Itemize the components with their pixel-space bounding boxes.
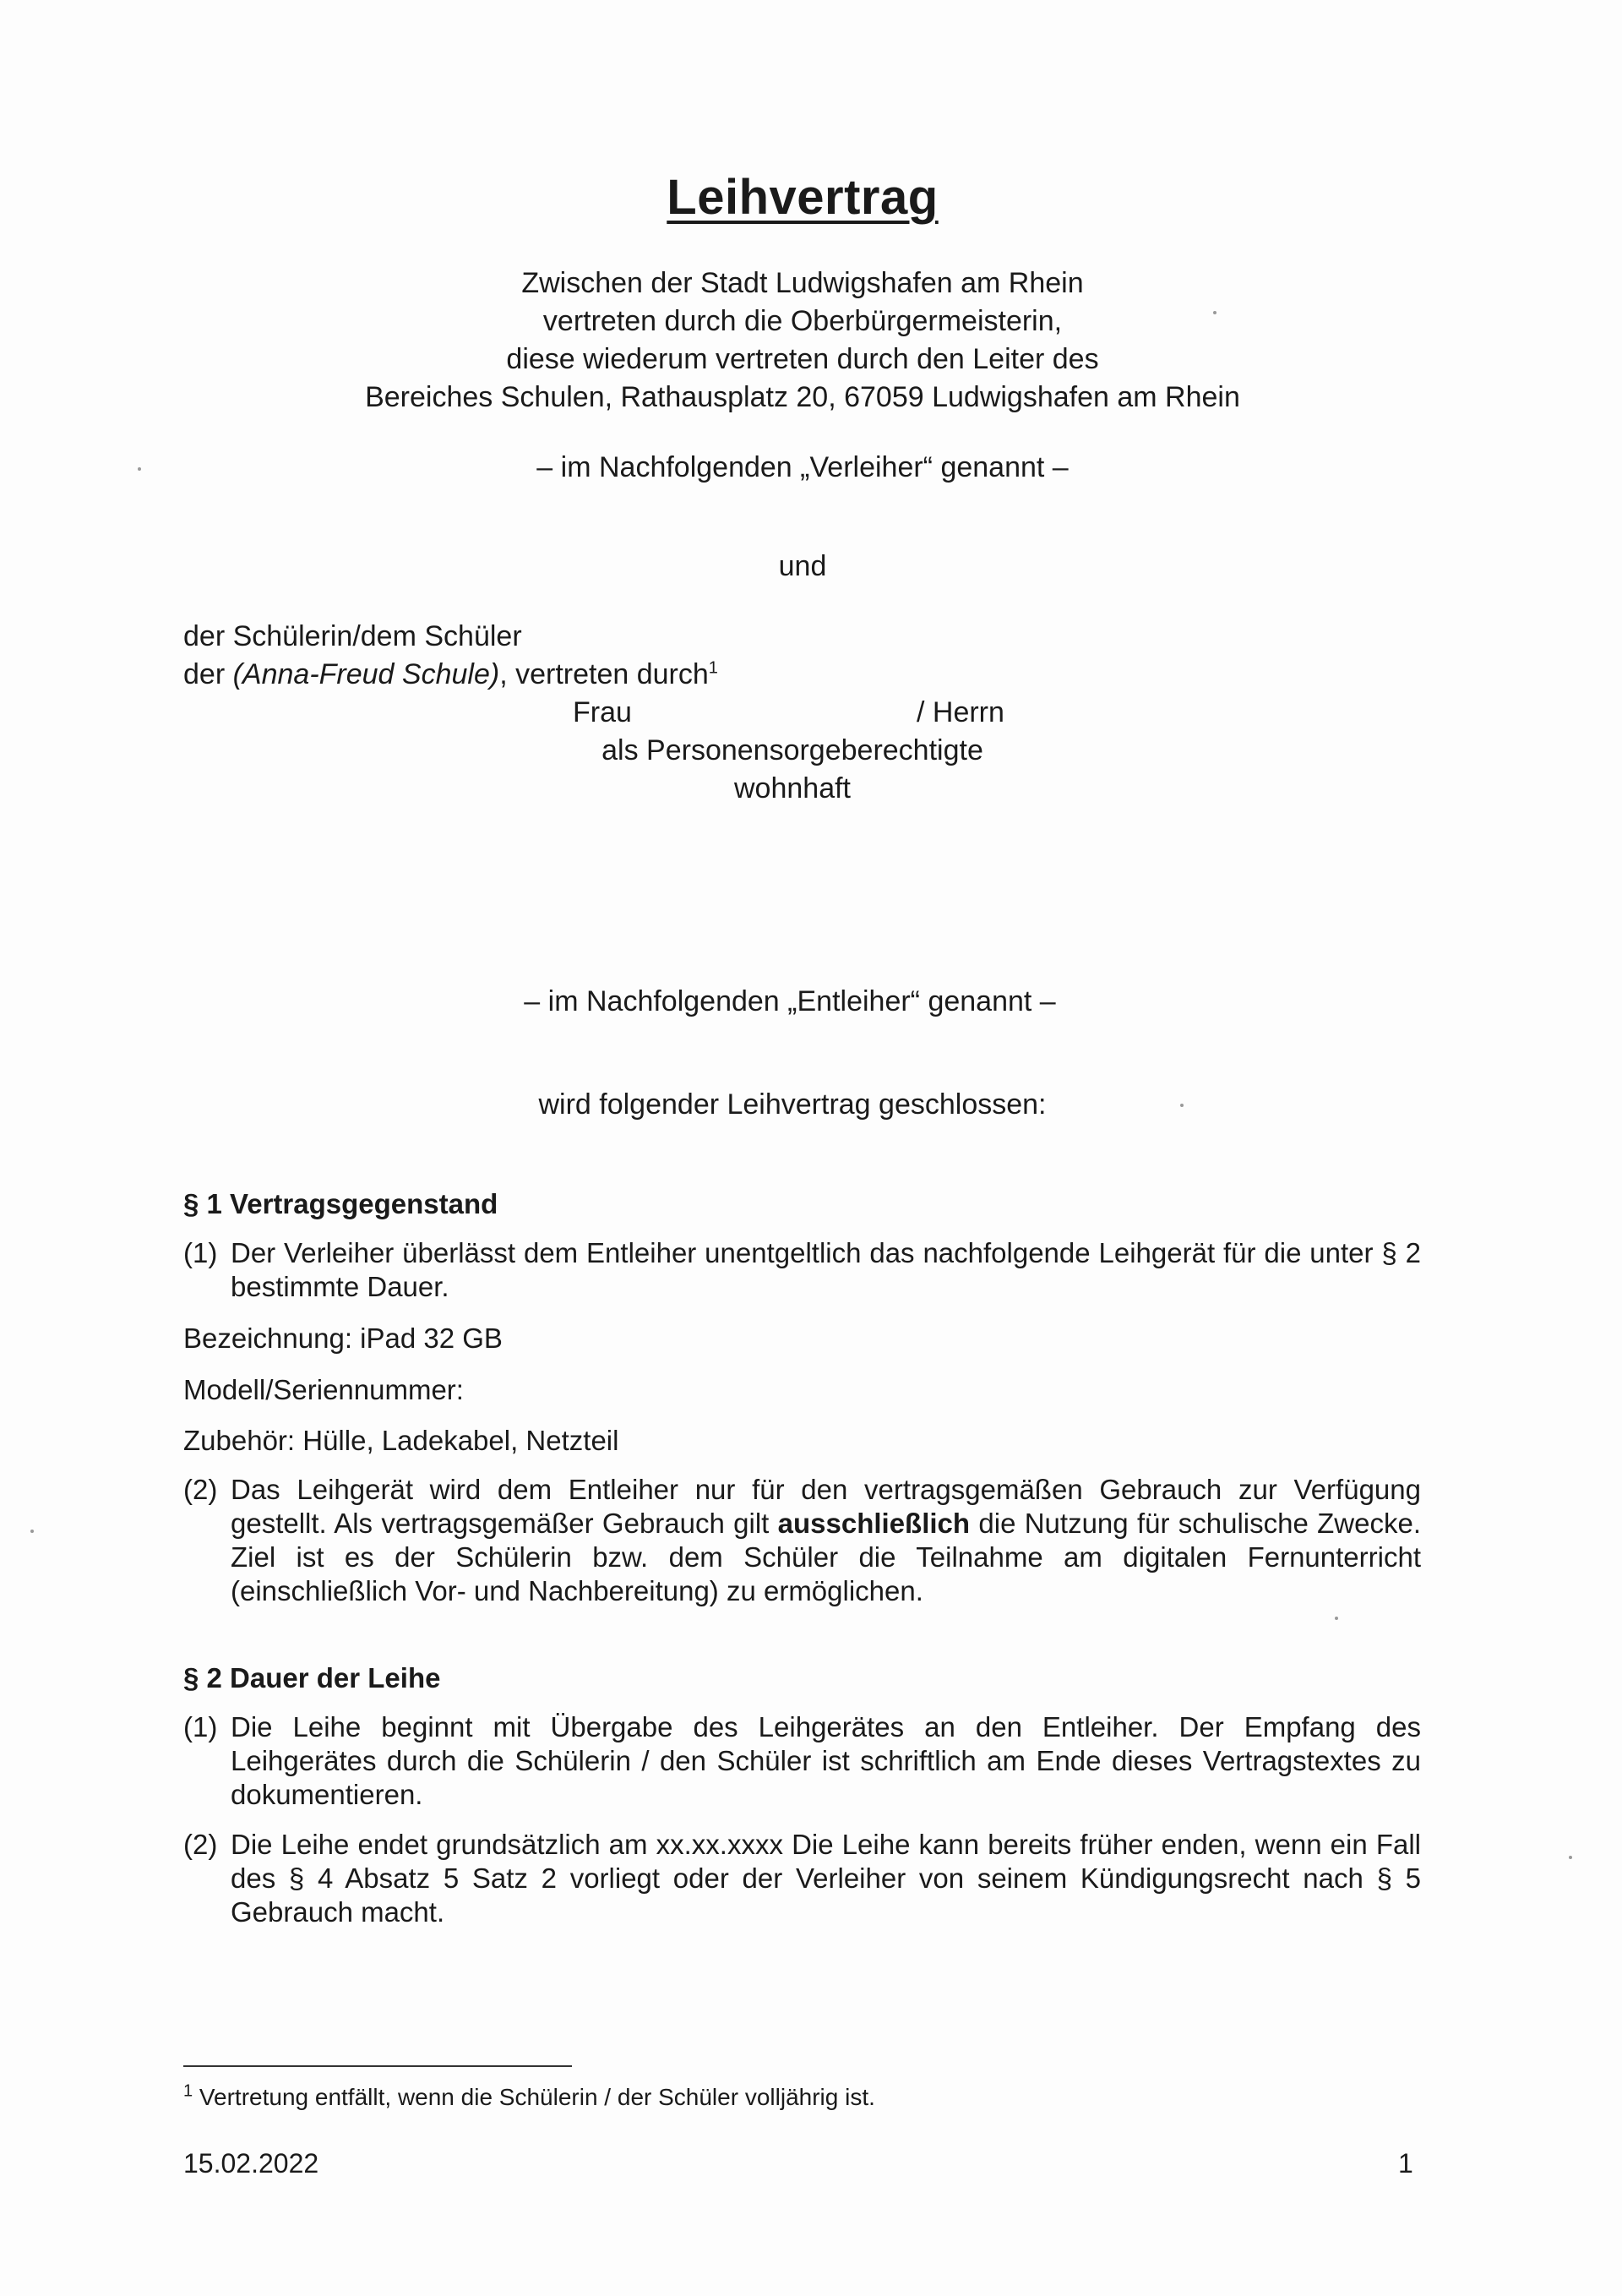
paragraph-number: (1) bbox=[183, 1237, 218, 1268]
section-2-paragraph-2 bbox=[183, 1828, 1421, 1929]
student-line-prefix: der bbox=[183, 658, 233, 690]
section-1-paragraph-1 bbox=[183, 1236, 1421, 1304]
paragraph-number: (2) bbox=[183, 1474, 218, 1505]
paragraph-text: Der Verleiher überlässt dem Entleiher unentgeltlich das nachfolgende Leihgerät für die unter § 2 bestimmte Dauer. bbox=[231, 1237, 1421, 1302]
scan-speck bbox=[1335, 1617, 1338, 1620]
party-line: vertreten durch die Oberbürgermeisterin, bbox=[542, 305, 1063, 337]
resident-label: wohnhaft bbox=[734, 772, 851, 804]
student-line-suffix: , vertreten durch bbox=[499, 658, 709, 690]
scan-speck bbox=[1180, 1104, 1184, 1107]
paragraph-number: (1) bbox=[183, 1711, 218, 1742]
lender-parties-block bbox=[0, 265, 1605, 417]
party-line: Bereiches Schulen, Rathausplatz 20, 67059 Ludwigshafen am Rhein bbox=[365, 381, 1240, 413]
section-1-paragraph-2 bbox=[183, 1473, 1421, 1608]
party-line: Zwischen der Stadt Ludwigshafen am Rhein bbox=[521, 267, 1084, 299]
school-name: (Anna-Freud Schule) bbox=[232, 658, 500, 690]
contract-concluded: wird folgender Leihvertrag geschlossen: bbox=[538, 1088, 1047, 1121]
scan-speck bbox=[138, 467, 141, 471]
student-line-1: der Schülerin/dem Schüler bbox=[183, 620, 522, 652]
section-2-heading: § 2 Dauer der Leihe bbox=[183, 1662, 441, 1693]
student-line-2 bbox=[183, 656, 718, 694]
model-serial-number: Modell/Seriennummer: bbox=[183, 1374, 464, 1405]
paragraph-number: (2) bbox=[183, 1829, 218, 1860]
paragraph-text-part: Das Leihgerät wird dem Entleiher nur für den vertragsgemäßen Gebrauch zur Verfügung gestellt. Als vertragsgemäßer Gebrauch gilt bbox=[231, 1474, 1421, 1539]
scan-speck bbox=[1213, 311, 1216, 314]
lender-label: – im Nachfolgenden „Verleiher“ genannt – bbox=[536, 451, 1069, 483]
herrn-label: / Herrn bbox=[917, 696, 1004, 728]
footnote bbox=[183, 2081, 875, 2111]
document-date: 15.02.2022 bbox=[183, 2148, 319, 2179]
footnote-mark: 1 bbox=[183, 2081, 193, 2101]
paragraph-text: Die Leihe endet grundsätzlich am xx.xx.xxxx Die Leihe kann bereits früher enden, wenn ein Fall des § 4 Absatz 5 Satz 2 vorliegt oder der Verleiher von seinem Kündigungsrecht nach § 5 Gebrauch macht. bbox=[231, 1829, 1421, 1928]
section-1-heading: § 1 Vertragsgegenstand bbox=[183, 1188, 498, 1219]
scan-speck bbox=[30, 1530, 34, 1533]
scan-speck bbox=[1569, 1856, 1572, 1859]
borrower-label: – im Nachfolgenden „Entleiher“ genannt – bbox=[524, 985, 1056, 1017]
accessories: Zubehör: Hülle, Ladekabel, Netzteil bbox=[183, 1425, 619, 1456]
and-label: und bbox=[778, 550, 827, 582]
footnote-divider bbox=[183, 2065, 572, 2067]
footnote-reference: 1 bbox=[708, 658, 718, 678]
party-line: diese wiederum vertreten durch den Leiter des bbox=[506, 343, 1099, 375]
frau-label: Frau bbox=[573, 696, 632, 728]
document-title: Leihvertrag bbox=[667, 170, 939, 225]
emphasis-exclusively: ausschließlich bbox=[777, 1508, 971, 1539]
section-2-paragraph-1 bbox=[183, 1710, 1421, 1812]
paragraph-text bbox=[231, 1473, 1421, 1608]
footnote-text: Vertretung entfällt, wenn die Schülerin / der Schüler volljährig ist. bbox=[193, 2084, 875, 2110]
paragraph-text-part: die Nutzung für schulische Zwecke. Ziel ist es der Schülerin bzw. dem Schüler die Teilnahme am digitalen Fernunterricht (einschließlich Vor- und Nachbereitung) zu ermöglichen. bbox=[231, 1508, 1421, 1606]
page-number: 1 bbox=[1398, 2148, 1413, 2179]
paragraph-text: Die Leihe beginnt mit Übergabe des Leihgerätes an den Entleiher. Der Empfang des Leihgerätes durch die Schülerin / den Schüler ist schriftlich am Ende dieses Vertragstextes zu dokumentieren. bbox=[231, 1711, 1421, 1810]
guardians-label: als Personensorgeberechtigte bbox=[601, 734, 983, 766]
device-designation: Bezeichnung: iPad 32 GB bbox=[183, 1323, 503, 1354]
